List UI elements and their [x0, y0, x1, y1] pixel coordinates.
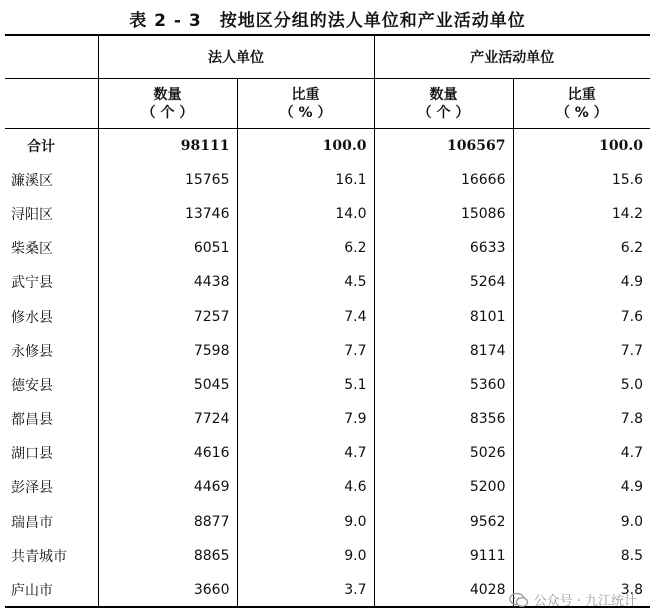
le-count-cell: 13746 — [98, 197, 237, 231]
le-count-cell: 4616 — [98, 436, 237, 470]
header-ua-count-unit: （ 个 ） — [417, 104, 470, 121]
row-name: 湖口县 — [11, 446, 53, 463]
row-name: 都昌县 — [11, 412, 53, 429]
row-name: 共青城市 — [11, 548, 67, 565]
header-row-groups — [5, 35, 650, 79]
table-title: 表 2 - 3 按地区分组的法人单位和产业活动单位 — [129, 11, 526, 31]
ua-count-cell: 16666 — [374, 163, 513, 197]
le-count-cell: 3660 — [98, 573, 237, 607]
row-name: 庐山市 — [5, 573, 98, 607]
le-count-cell: 5045 — [98, 368, 237, 402]
ua-count-cell: 5264 — [374, 265, 513, 299]
table-row — [5, 470, 650, 504]
row-name: 彭泽县 — [11, 480, 53, 497]
ua-share-cell: 14.2 — [513, 197, 650, 231]
le-count-cell: 8877 — [98, 505, 237, 539]
le-share-cell: 14.0 — [237, 197, 374, 231]
total-row — [5, 129, 650, 163]
row-name: 濂溪区 — [11, 172, 53, 189]
le-share-cell: 16.1 — [237, 163, 374, 197]
header-le-share — [237, 79, 374, 129]
row-name: 永修县 — [11, 343, 53, 360]
header-le-count — [98, 79, 237, 129]
row-name: 德安县 — [11, 377, 53, 394]
ua-count-cell: 9111 — [374, 539, 513, 573]
ua-share-cell: 4.9 — [513, 470, 650, 504]
le-count-cell: 15765 — [98, 163, 237, 197]
table-row — [5, 539, 650, 573]
ua-share-cell: 4.7 — [513, 436, 650, 470]
header-le-count-label: 数量 — [153, 86, 182, 103]
data-table — [5, 34, 650, 608]
ua-share-cell: 6.2 — [513, 231, 650, 265]
ua-share-cell: 9.0 — [513, 505, 650, 539]
ua-count-cell: 8101 — [374, 299, 513, 333]
header-le-share-label: 比重 — [291, 86, 320, 103]
corner-cell — [5, 35, 98, 79]
ua-share-cell: 7.6 — [513, 299, 650, 333]
le-share-cell: 9.0 — [237, 505, 374, 539]
header-le-share-unit: （ % ） — [279, 104, 332, 121]
header-ua-share — [513, 79, 650, 129]
ua-count-cell: 5360 — [374, 368, 513, 402]
le-share-cell: 7.7 — [237, 334, 374, 368]
le-share-cell: 100.0 — [237, 129, 374, 163]
row-name: 柴桑区 — [11, 241, 53, 258]
header-ua-count — [374, 79, 513, 129]
header-activity-unit: 产业活动单位 — [374, 35, 650, 79]
ua-share-cell: 7.8 — [513, 402, 650, 436]
le-share-cell: 7.4 — [237, 299, 374, 333]
header-row-subcols — [5, 79, 650, 129]
header-ua-count-label: 数量 — [429, 86, 458, 103]
le-share-cell: 9.0 — [237, 539, 374, 573]
watermark — [509, 590, 637, 609]
row-name: 武宁县 — [11, 275, 53, 292]
le-count-cell: 4469 — [98, 470, 237, 504]
ua-count-cell: 9562 — [374, 505, 513, 539]
ua-count-cell: 8356 — [374, 402, 513, 436]
table-row — [5, 436, 650, 470]
row-name: 合计 — [27, 138, 55, 155]
wechat-icon — [509, 592, 529, 608]
table-row — [5, 231, 650, 265]
table-row — [5, 505, 650, 539]
ua-count-cell: 106567 — [374, 129, 513, 163]
le-share-cell: 6.2 — [237, 231, 374, 265]
le-count-cell: 7598 — [98, 334, 237, 368]
table-row — [5, 334, 650, 368]
row-name: 浔阳区 — [11, 206, 53, 223]
ua-share-cell: 15.6 — [513, 163, 650, 197]
table-row — [5, 197, 650, 231]
table-row — [5, 299, 650, 333]
le-count-cell: 98111 — [98, 129, 237, 163]
table-row — [5, 368, 650, 402]
ua-count-cell: 4028 — [374, 573, 513, 607]
le-count-cell: 7724 — [98, 402, 237, 436]
le-share-cell: 4.6 — [237, 470, 374, 504]
le-share-cell: 5.1 — [237, 368, 374, 402]
ua-share-cell: 5.0 — [513, 368, 650, 402]
ua-share-cell: 7.7 — [513, 334, 650, 368]
le-count-cell: 8865 — [98, 539, 237, 573]
header-legal-entity: 法人单位 — [98, 35, 374, 79]
ua-count-cell: 5026 — [374, 436, 513, 470]
row-name: 修水县 — [11, 309, 53, 326]
row-name: 瑞昌市 — [11, 514, 53, 531]
header-ua-share-unit: （ % ） — [555, 104, 608, 121]
ua-share-cell: 100.0 — [513, 129, 650, 163]
table-body — [5, 129, 650, 608]
ua-share-cell: 3.8 — [513, 573, 650, 607]
le-share-cell: 3.7 — [237, 573, 374, 607]
watermark-text: 公众号 · 九江统计 — [533, 594, 637, 609]
table-row — [5, 265, 650, 299]
le-count-cell: 7257 — [98, 299, 237, 333]
corner-cell-lower — [5, 79, 98, 129]
ua-count-cell: 15086 — [374, 197, 513, 231]
ua-count-cell: 5200 — [374, 470, 513, 504]
header-ua-share-label: 比重 — [567, 86, 596, 103]
header-le-count-unit: （ 个 ） — [141, 104, 194, 121]
le-share-cell: 4.5 — [237, 265, 374, 299]
le-count-cell: 4438 — [98, 265, 237, 299]
table-row — [5, 402, 650, 436]
ua-count-cell: 8174 — [374, 334, 513, 368]
le-count-cell: 6051 — [98, 231, 237, 265]
ua-share-cell: 4.9 — [513, 265, 650, 299]
ua-count-cell: 6633 — [374, 231, 513, 265]
le-share-cell: 4.7 — [237, 436, 374, 470]
table-row — [5, 163, 650, 197]
ua-share-cell: 8.5 — [513, 539, 650, 573]
le-share-cell: 7.9 — [237, 402, 374, 436]
